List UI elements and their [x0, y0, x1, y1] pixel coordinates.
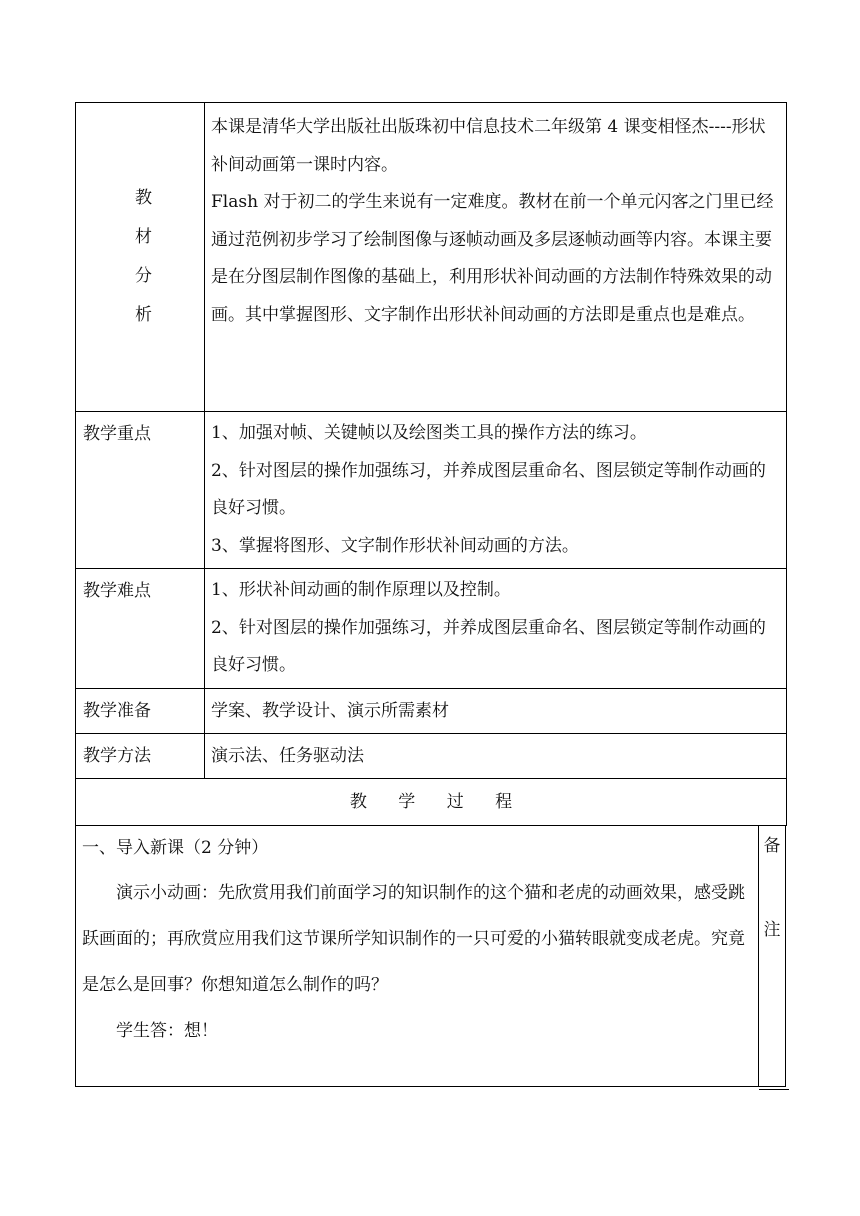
- remark-spacer: [759, 866, 785, 918]
- process-title-char: 教: [349, 791, 367, 812]
- difficulties-label: 教学难点: [76, 569, 205, 689]
- preparation-content: 学案、教学设计、演示所需素材: [205, 688, 787, 733]
- preparation-label: 教学准备: [76, 688, 205, 733]
- process-title-char: 程: [495, 791, 513, 812]
- difficulties-content: [205, 569, 787, 689]
- material-analysis-content: [205, 103, 787, 412]
- methods-label: 教学方法: [76, 733, 205, 778]
- remark-char: 备: [763, 835, 781, 856]
- process-title: [76, 778, 787, 825]
- lesson-info-grid: [75, 102, 787, 826]
- process-title-row: [76, 778, 787, 825]
- process-title-char: 学: [398, 791, 416, 812]
- difficulties-row: [76, 569, 787, 689]
- remark-bottom-rule: [759, 1089, 789, 1090]
- difficulty-item: 1、形状补间动画的制作原理以及控制。: [211, 580, 511, 600]
- process-heading: 一、导入新课（2 分钟）: [82, 837, 269, 858]
- student-answer: 学生答：想！: [116, 1020, 218, 1041]
- process-paragraph: 演示小动画：先欣赏用我们前面学习的知识制作的这个猫和老虎的动画效果，感受跳跃画面的；再欣赏应用我们这节课所学知识制作的一只可爱的小猫转眼就变成老虎。究竟是怎么是回事？你想知道怎么制作的吗？: [82, 882, 745, 995]
- preparation-row: [76, 688, 787, 733]
- material-analysis-paragraph: Flash 对于初二的学生来说有一定难度。教材在前一个单元闪客之门里已经通过范例初步学习了绘制图像与逐帧动画及多层逐帧动画等内容。本课主要是在分图层制作图像的基础上，利用形状补间动画的方法制作特殊效果的动画。其中掌握图形、文字制作出形状补间动画的方法即是重点也是难点。: [211, 192, 774, 325]
- key-points-content: [205, 412, 787, 569]
- material-analysis-row: [76, 103, 787, 412]
- process-main-cell: [76, 826, 759, 1086]
- methods-row: [76, 733, 787, 778]
- remark-char: 注: [763, 919, 781, 940]
- key-point-item: 1、加强对帧、关键帧以及绘图类工具的操作方法的练习。: [211, 423, 647, 443]
- material-analysis-paragraph: 本课是清华大学出版社出版珠初中信息技术二年级第 4 课变相怪杰----形状补间动画第一课时内容。: [211, 117, 766, 175]
- key-points-label: 教学重点: [76, 412, 205, 569]
- process-title-char: 过: [446, 791, 464, 812]
- key-point-item: 2、针对图层的操作加强练习，并养成图层重命名、图层锁定等制作动画的良好习惯。: [211, 460, 766, 518]
- key-points-row: [76, 412, 787, 569]
- material-analysis-label: [76, 103, 205, 412]
- process-section: [75, 826, 786, 1087]
- key-point-item: 3、掌握将图形、文字制作形状补间动画的方法。: [211, 535, 579, 556]
- label-char: 析: [135, 305, 152, 325]
- difficulty-item: 2、针对图层的操作加强练习，并养成图层重命名、图层锁定等制作动画的良好习惯。: [211, 617, 766, 675]
- label-char: 教: [135, 188, 152, 208]
- methods-content: 演示法、任务驱动法: [205, 733, 787, 778]
- label-char: 材: [135, 227, 152, 247]
- remark-column: [759, 826, 785, 942]
- lesson-plan-table: [75, 102, 787, 1087]
- label-char: 分: [135, 266, 152, 286]
